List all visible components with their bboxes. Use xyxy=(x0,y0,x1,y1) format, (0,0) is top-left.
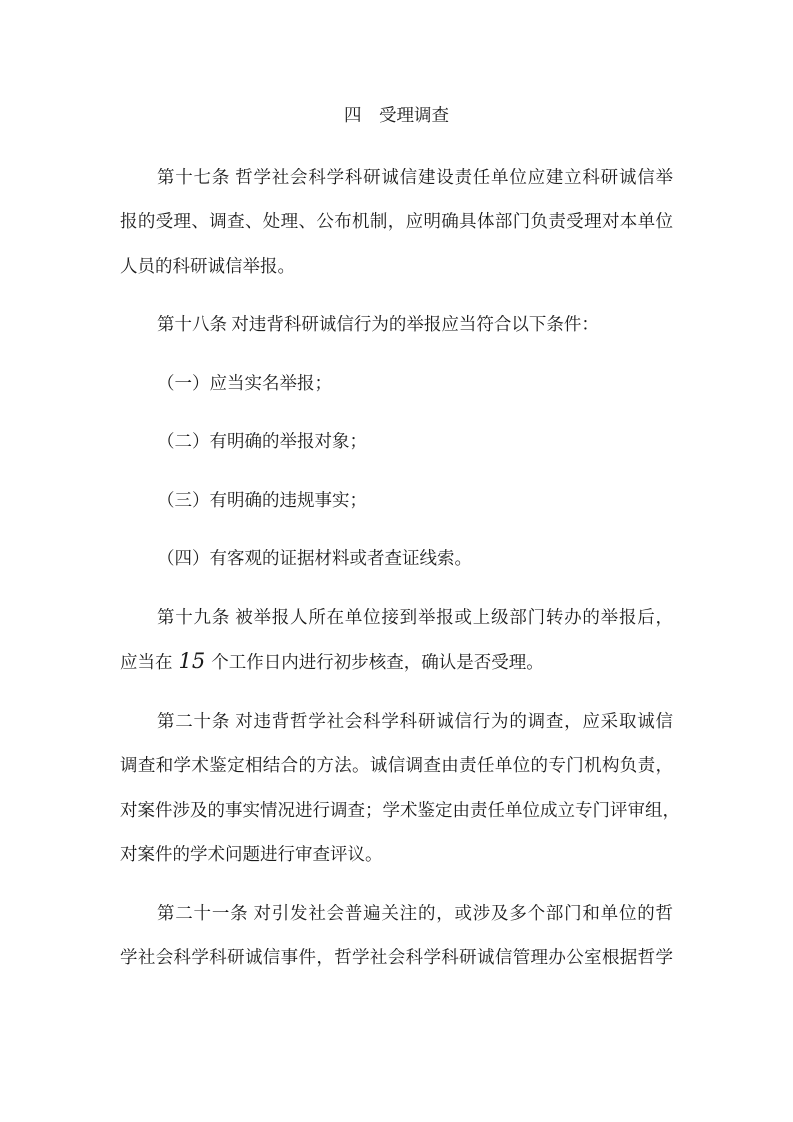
text-segment: 个工作日内进行初步核查，确认是否受理。 xyxy=(211,652,544,672)
section-heading: 四 受理调查 xyxy=(344,105,449,125)
text-line: 学社会科学科研诚信事件，哲学社会科学科研诚信管理办公室根据哲学 xyxy=(120,947,673,967)
document-content xyxy=(120,0,680,994)
list-item-2 xyxy=(120,419,673,464)
text-line: 第二十一条 对引发社会普遍关注的，或涉及多个部门和单位的哲 xyxy=(157,902,673,923)
clause-18-paragraph xyxy=(120,302,673,347)
text-line: 对案件的学术问题进行审查评议。 xyxy=(120,844,383,864)
text-line: 第十八条 对违背科研诚信行为的举报应当符合以下条件： xyxy=(157,314,599,334)
text-line: 调查和学术鉴定相结合的方法。诚信调查由责任单位的专门机构负责， xyxy=(120,755,673,775)
text-line xyxy=(120,639,673,685)
clause-17-paragraph xyxy=(120,155,673,289)
clause-19-paragraph xyxy=(120,595,673,685)
text-segment: 应当在 xyxy=(120,652,173,672)
text-line: 第十九条 被举报人所在单位接到举报或上级部门转办的举报后， xyxy=(157,606,673,627)
text-line: （三）有明确的违规事实； xyxy=(157,489,367,510)
text-line: 第十七条 哲学社会科学科研诚信建设责任单位应建立科研诚信举 xyxy=(157,166,673,187)
list-item-3 xyxy=(120,478,673,523)
clause-21-paragraph xyxy=(120,891,673,980)
text-line: 对案件涉及的事实情况进行调查；学术鉴定由责任单位成立专门评审组， xyxy=(120,799,680,820)
text-line: （四）有客观的证据材料或者查证线索。 xyxy=(157,548,472,568)
text-line: 报的受理、调查、处理、公布机制，应明确具体部门负责受理对本单位 xyxy=(120,211,673,231)
list-item-1 xyxy=(120,361,673,406)
text-line: （一）应当实名举报； xyxy=(157,372,332,393)
text-line: （二）有明确的举报对象； xyxy=(157,431,367,451)
text-line: 第二十条 对违背哲学社会科学科研诚信行为的调查，应采取诚信 xyxy=(157,710,673,731)
workdays-number: 15 xyxy=(178,649,206,673)
text-line: 人员的科研诚信举报。 xyxy=(120,255,295,276)
list-item-4 xyxy=(120,536,673,581)
clause-20-paragraph xyxy=(120,699,680,877)
